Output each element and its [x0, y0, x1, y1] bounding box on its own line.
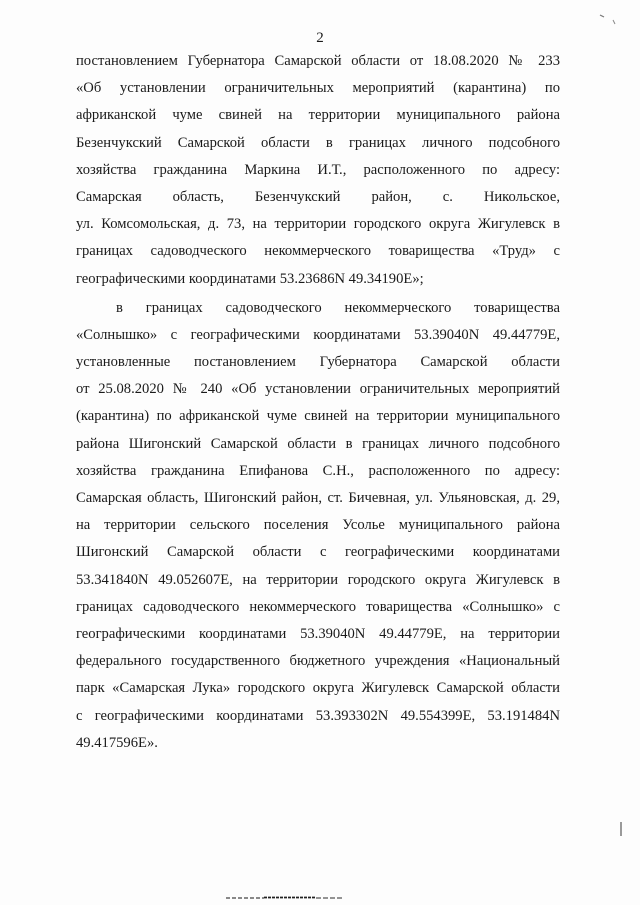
text-line: африканской чуме свиней на территории муниципального района [76, 107, 560, 124]
text-line: географическими координатами 53.39040N 49.44779E, на территории [76, 625, 560, 642]
text-line: парк «Самарская Лука» городского округа Жигулевск Самарской области [76, 680, 560, 697]
text-line: хозяйства гражданина Маркина И.Т., расположенного по адресу: [76, 161, 560, 178]
text-line: «Об установлении ограничительных мероприятий (карантина) по [76, 80, 560, 97]
text-line: 53.341840N 49.052607E, на территории городского округа Жигулевск в [76, 571, 560, 588]
text-line: хозяйства гражданина Епифанова С.Н., расположенного по адресу: [76, 462, 560, 479]
page-number: 2 [316, 30, 324, 46]
paragraph-2 [76, 295, 560, 757]
text-line: ул. Комсомольская, д. 73, на территории городского округа Жигулевск в [76, 216, 560, 233]
text-line: в границах садоводческого некоммерческого товарищества [116, 299, 560, 316]
text-line: 49.417596E». [76, 734, 158, 751]
text-line: установленные постановлением Губернатора Самарской области [76, 354, 560, 371]
text-line: Безенчукский Самарской области в границах личного подсобного [76, 134, 560, 151]
text-line: Самарская область, Шигонский район, ст. Бичевная, ул. Ульяновская, д. 29, [76, 490, 560, 506]
text-line: от 25.08.2020 № 240 «Об установлении ограничительных мероприятий [76, 381, 560, 398]
text-line: границах садоводческого некоммерческого товарищества «Солнышко» с [76, 598, 560, 615]
text-line: района Шигонский Самарской области в границах личного подсобного [76, 435, 560, 452]
text-line: Шигонский Самарской области с географическими координатами [76, 544, 560, 561]
text-line: Самарская область, Безенчукский район, с. Никольское, [76, 188, 560, 205]
scan-artifact-line [226, 895, 342, 900]
text-line: (карантина) по африканской чуме свиней на территории муниципального [76, 408, 560, 425]
body-text [76, 48, 560, 757]
text-line: с географическими координатами 53.393302N 49.554399E, 53.191484N [76, 707, 560, 724]
text-line: «Солнышко» с географическими координатами 53.39040N 49.44779E, [76, 326, 560, 343]
text-line: границах садоводческого некоммерческого товарищества «Труд» с [76, 243, 560, 260]
scan-artifact-mark [598, 12, 620, 28]
text-line: постановлением Губернатора Самарской области от 18.08.2020 № 233 [76, 53, 560, 69]
paragraph-1 [76, 48, 560, 293]
text-line: географическими координатами 53.23686N 49.34190E»; [76, 270, 424, 287]
text-line: на территории сельского поселения Усолье муниципального района [76, 517, 560, 534]
scan-artifact-mark [620, 822, 622, 836]
text-line: федерального государственного бюджетного учреждения «Национальный [76, 653, 560, 670]
